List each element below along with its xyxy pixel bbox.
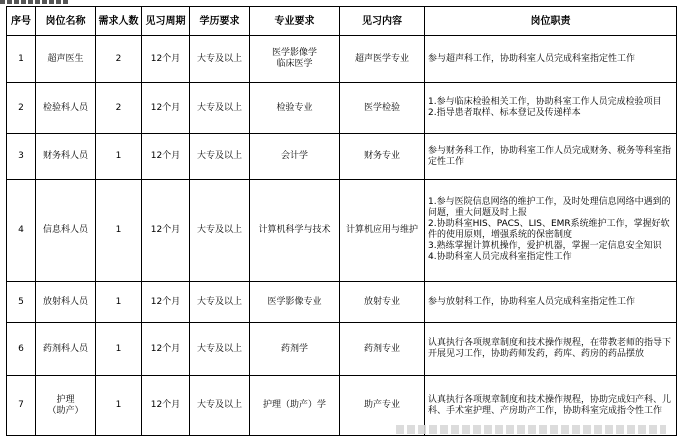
header-name: 岗位名称 [36,7,96,36]
cell-edu: 大专及以上 [190,376,250,436]
cell-content: 放射专业 [340,282,425,323]
cell-no: 2 [7,83,36,134]
cell-name: 财务科人员 [36,134,96,179]
cell-major: 医学影像学 临床医学 [250,36,340,83]
header-no: 序号 [7,7,36,36]
cell-period: 12个月 [142,282,190,323]
cell-count: 2 [96,36,142,83]
table-row [7,323,677,376]
cell-count: 1 [96,134,142,179]
cell-count: 1 [96,323,142,376]
cell-content: 助产专业 [340,376,425,436]
cell-major: 检验专业 [250,83,340,134]
table-row [7,83,677,134]
cell-edu: 大专及以上 [190,323,250,376]
cell-no: 5 [7,282,36,323]
cell-content: 药剂专业 [340,323,425,376]
cell-name: 超声医生 [36,36,96,83]
header-edu: 学历要求 [190,7,250,36]
cell-duty: 1.参与医院信息网络的维护工作，及时处理信息网络中遇到的问题，重大问题及时上报 2.协助科室HIS、PACS、LIS、EMR系统维护工作，掌握好软件的使用原则，增强系统的保密制度 3.熟练掌握计算机操作，爱护机器，掌握一定信息安全知识 4.协助科室人员完成科室指定性工作 [425,179,677,282]
cell-name: 放射科人员 [36,282,96,323]
watermark [396,425,666,434]
cell-no: 7 [7,376,36,436]
cell-content: 财务专业 [340,134,425,179]
cell-name: 信息科人员 [36,179,96,282]
cell-duty: 认真执行各项规章制度和技术操作规程，在带教老师的指导下开展见习工作，协助药师发药，药库、药房的药品摆放 [425,323,677,376]
header-row [7,7,677,36]
cell-edu: 大专及以上 [190,179,250,282]
cell-no: 1 [7,36,36,83]
cell-no: 4 [7,179,36,282]
cell-duty: 1.参与临床检验相关工作，协助科室工作人员完成检验项目 2.指导患者取样、标本登记及传递样本 [425,83,677,134]
cell-edu: 大专及以上 [190,83,250,134]
cell-count: 1 [96,376,142,436]
cell-content: 超声医学专业 [340,36,425,83]
cell-edu: 大专及以上 [190,282,250,323]
header-content: 见习内容 [340,7,425,36]
cell-period: 12个月 [142,134,190,179]
cell-duty: 参与财务科工作，协助科室工作人员完成财务、税务等科室指定性工作 [425,134,677,179]
table-row [7,179,677,282]
cell-no: 6 [7,323,36,376]
cell-count: 2 [96,83,142,134]
cell-major: 计算机科学与技术 [250,179,340,282]
table-row [7,134,677,179]
cell-content: 计算机应用与维护 [340,179,425,282]
cell-duty: 参与放射科工作，协助科室人员完成科室指定性工作 [425,282,677,323]
table-row [7,36,677,83]
cell-period: 12个月 [142,36,190,83]
cell-major: 护理（助产）学 [250,376,340,436]
header-period: 见习周期 [142,7,190,36]
cell-duty: 参与超声科工作，协助科室人员完成科室指定性工作 [425,36,677,83]
cell-major: 医学影像专业 [250,282,340,323]
header-major: 专业要求 [250,7,340,36]
cell-period: 12个月 [142,323,190,376]
cell-major: 药剂学 [250,323,340,376]
cell-no: 3 [7,134,36,179]
cell-edu: 大专及以上 [190,134,250,179]
table-row [7,282,677,323]
cell-count: 1 [96,179,142,282]
cell-count: 1 [96,282,142,323]
cell-major: 会计学 [250,134,340,179]
header-count: 需求人数 [96,7,142,36]
recruitment-table [6,6,677,436]
cell-edu: 大专及以上 [190,36,250,83]
cell-period: 12个月 [142,83,190,134]
cell-name: 护理 （助产） [36,376,96,436]
header-duty: 岗位职责 [425,7,677,36]
cell-name: 检验科人员 [36,83,96,134]
cell-content: 医学检验 [340,83,425,134]
cell-period: 12个月 [142,179,190,282]
top-cropped-title-fragment [0,0,70,4]
cell-name: 药剂科人员 [36,323,96,376]
cell-duty: 认真执行各项规章制度和技术操作规程，协助完成妇产科、儿科、手术室护理、产房助产工作，协助科室完成指令性工作 [425,376,677,436]
cell-period: 12个月 [142,376,190,436]
